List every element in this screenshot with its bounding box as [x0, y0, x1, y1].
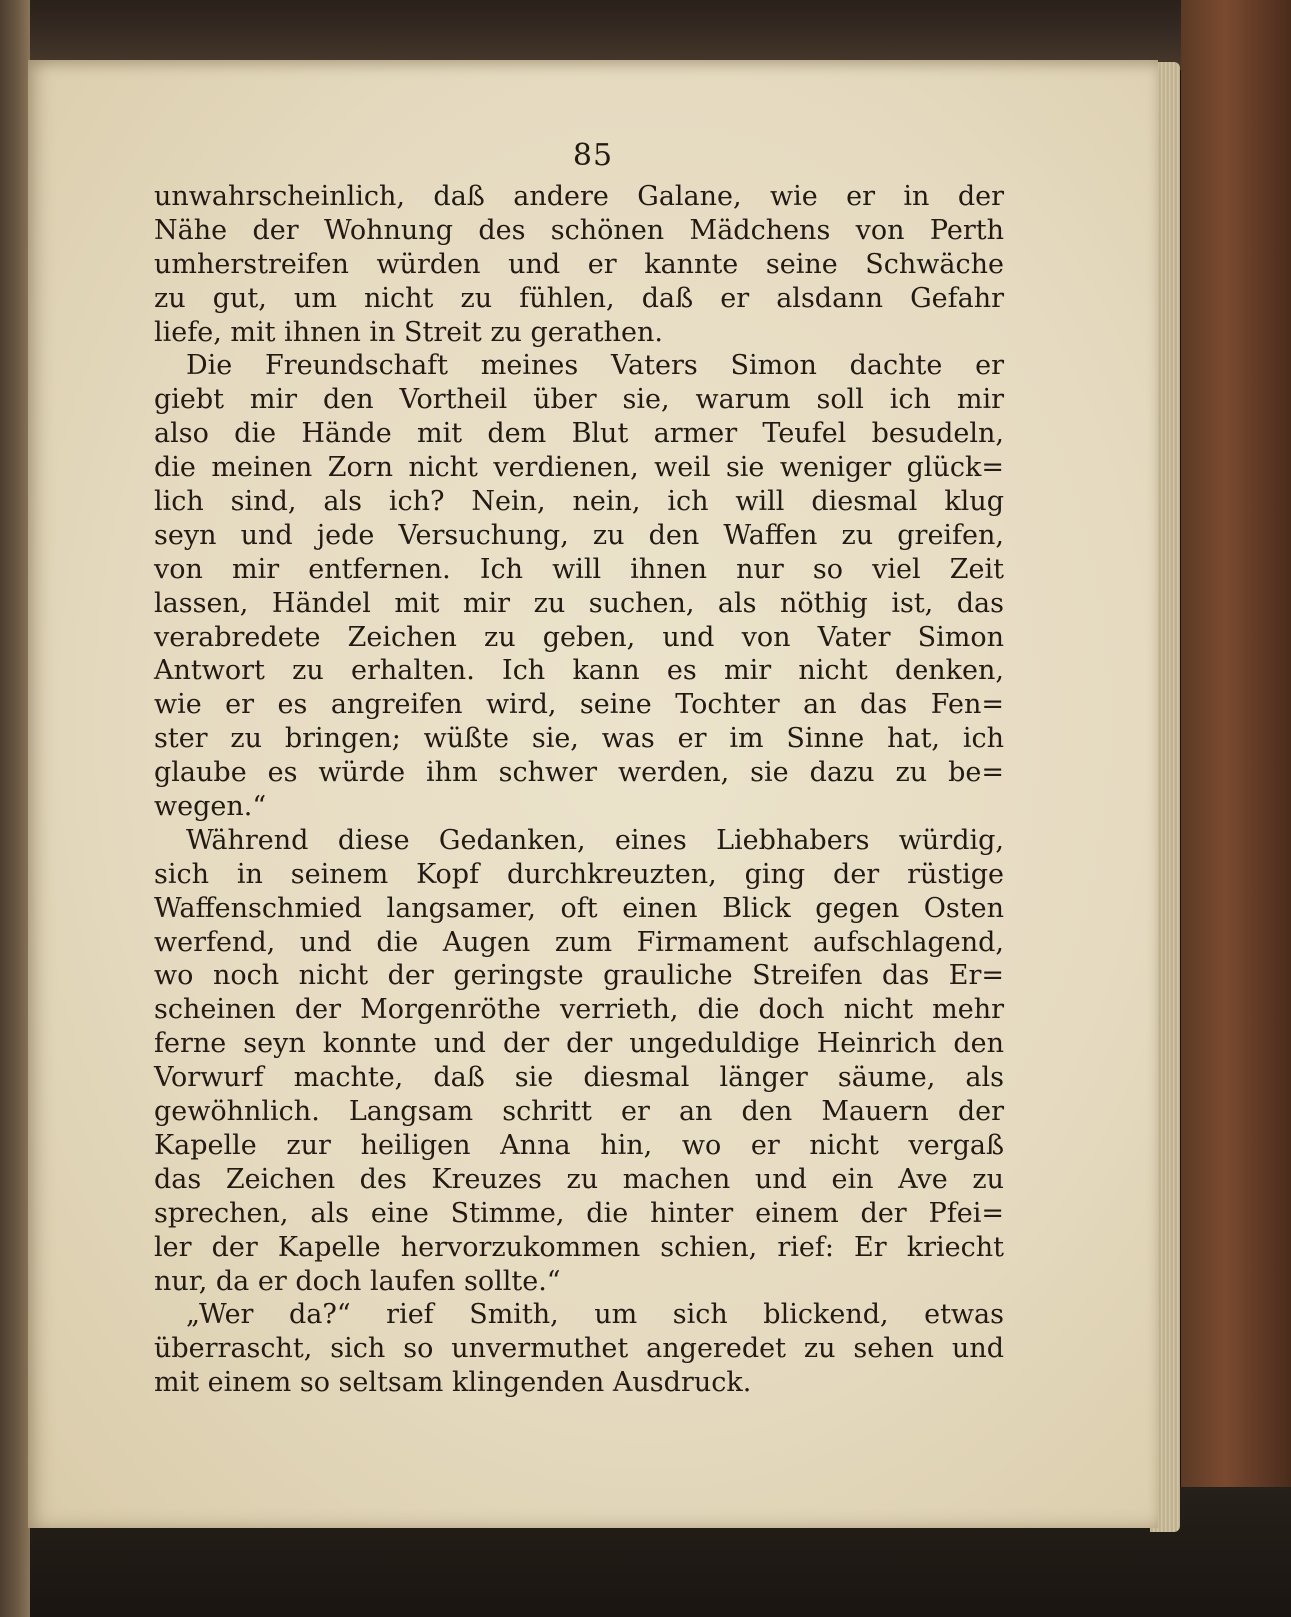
text-line: lich sind, als ich? Nein, nein, ich will diesmal klug [154, 486, 1004, 518]
text-line: ferne seyn konnte und der der ungeduldige Heinrich den [154, 1028, 1004, 1060]
text-line: sprechen, als eine Stimme, die hinter einem der Pfei= [154, 1197, 1004, 1229]
page-number: 85 [572, 138, 614, 173]
text-line: sich in seinem Kopf durchkreuzten, ging der rüstige [154, 858, 1004, 890]
book-cover-right [1181, 0, 1291, 1617]
text-line: seyn und jede Versuchung, zu den Waffen zu greifen, [154, 519, 1004, 551]
text-line: giebt mir den Vortheil über sie, warum soll ich mir [154, 384, 1004, 416]
text-line: zu gut, um nicht zu fühlen, daß er alsdann Gefahr [154, 282, 1004, 314]
text-line: unwahrscheinlich, daß andere Galane, wie er in der [154, 181, 1004, 212]
text-line: verabredete Zeichen zu geben, und von Vater Simon [154, 621, 1004, 653]
text-line: wegen.“ [154, 791, 267, 823]
text-line: „Wer da?“ rief Smith, um sich blickend, etwas [186, 1299, 1004, 1331]
text-line: glaube es würde ihm schwer werden, sie dazu zu be= [154, 757, 1004, 789]
text-line: lassen, Händel mit mir zu suchen, als nöthig ist, das [154, 587, 1004, 619]
text-line: gewöhnlich. Langsam schritt er an den Mauern der [154, 1096, 1004, 1128]
text-line: die meinen Zorn nicht verdienen, weil sie weniger glück= [154, 452, 1004, 484]
text-line: Vorwurf machte, daß sie diesmal länger säume, als [154, 1062, 1004, 1094]
text-line: ster zu bringen; wüßte sie, was er im Sinne hat, ich [154, 723, 1004, 755]
text-line: das Zeichen des Kreuzes zu machen und ein Ave zu [154, 1163, 1004, 1195]
text-line: Nähe der Wohnung des schönen Mädchens von Perth [154, 214, 1004, 246]
text-line: umherstreifen würden und er kannte seine Schwäche [154, 248, 1004, 280]
text-line: ler der Kapelle hervorzukommen schien, rief: Er kriecht [154, 1231, 1004, 1263]
text-line: liefe, mit ihnen in Streit zu gerathen. [154, 316, 663, 348]
book-binding [0, 0, 30, 1617]
text-line: Während diese Gedanken, eines Liebhabers würdig, [186, 824, 1004, 856]
text-line: Waffenschmied langsamer, oft einen Blick gegen Osten [154, 892, 1004, 924]
text-line: wo noch nicht der geringste grauliche Streifen das Er= [154, 960, 1004, 992]
text-line: überrascht, sich so unvermuthet angeredet zu sehen und [154, 1333, 1004, 1365]
book-page [28, 60, 1158, 1528]
text-line: also die Hände mit dem Blut armer Teufel besudeln, [154, 418, 1004, 450]
text-line: mit einem so seltsam klingenden Ausdruck. [154, 1367, 752, 1399]
text-line: werfend, und die Augen zum Firmament aufschlagend, [154, 926, 1004, 958]
text-line: Die Freundschaft meines Vaters Simon dachte er [186, 350, 1004, 382]
text-line: Kapelle zur heiligen Anna hin, wo er nicht vergaß [154, 1129, 1004, 1161]
body-text [154, 180, 1004, 1400]
text-line: Antwort zu erhalten. Ich kann es mir nicht denken, [154, 655, 1004, 687]
text-line: scheinen der Morgenröthe verrieth, die doch nicht mehr [154, 994, 1004, 1026]
text-line: von mir entfernen. Ich will ihnen nur so viel Zeit [154, 553, 1004, 585]
text-line: nur, da er doch laufen sollte.“ [154, 1265, 561, 1297]
text-line: wie er es angreifen wird, seine Tochter an das Fen= [154, 689, 1004, 721]
